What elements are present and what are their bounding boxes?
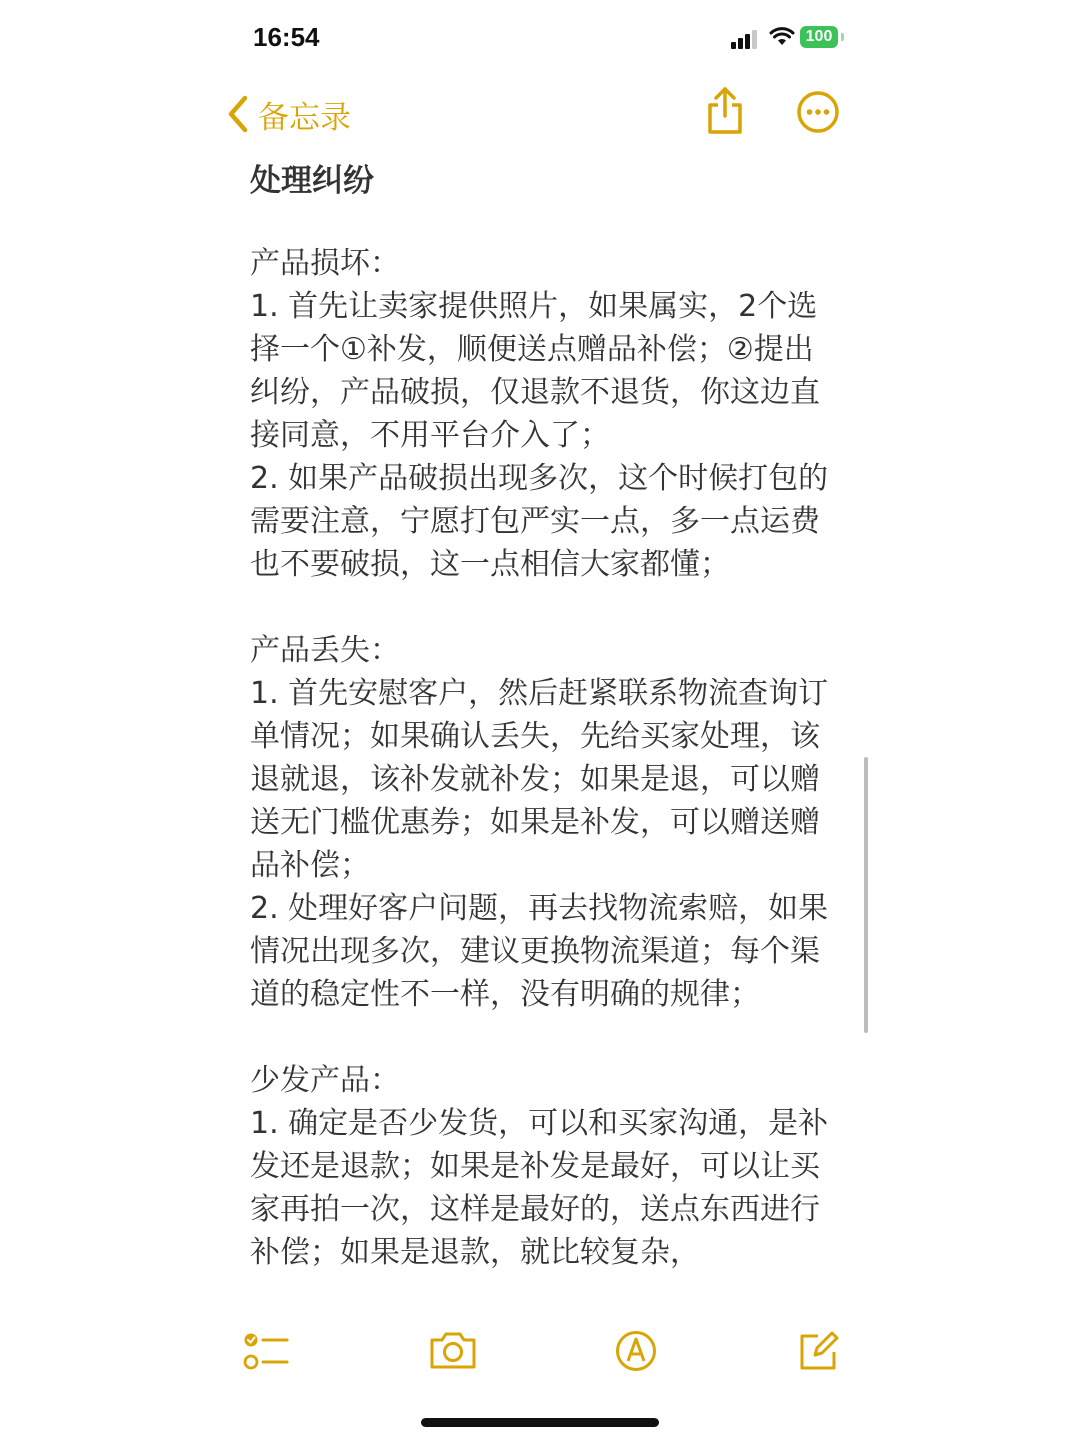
compose-icon[interactable] <box>798 1330 840 1372</box>
note-body[interactable] <box>250 156 830 1306</box>
battery-indicator: 100 <box>800 26 838 48</box>
status-bar <box>0 0 1080 80</box>
note-paragraph: 2. 处理好客户问题，再去找物流索赔，如果情况出现多次，建议更换物流渠道；每个渠道的稳定性不一样，没有明确的规律； <box>250 891 829 1012</box>
note-paragraph: 1. 首先让卖家提供照片，如果属实，2个选择一个①补发，顺便送点赠品补偿；②提出纠纷，产品破损，仅退款不退货，你这边直接同意，不用平台介入了； <box>250 289 820 453</box>
blank-line <box>250 586 830 629</box>
cellular-signal-icon <box>731 29 759 49</box>
camera-icon[interactable] <box>429 1330 477 1370</box>
battery-cap <box>841 33 844 41</box>
markup-icon[interactable] <box>615 1330 657 1372</box>
scroll-indicator[interactable] <box>864 757 868 1033</box>
back-button[interactable] <box>226 92 351 136</box>
note-paragraph: 1. 确定是否少发货，可以和买家沟通，是补发还是退款；如果是补发是最好，可以让买家再拍一次，这样是最好的，送点东西进行补偿；如果是退款，就比较复杂， <box>250 1106 829 1270</box>
wifi-icon <box>769 27 795 47</box>
back-label: 备忘录 <box>258 99 351 136</box>
nav-bar <box>0 80 1080 150</box>
note-paragraph: 2. 如果产品破损出现多次，这个时候打包的需要注意，宁愿打包严实一点，多一点运费也不要破损，这一点相信大家都懂； <box>250 461 829 582</box>
section-heading: 产品损坏： <box>250 246 400 281</box>
home-indicator[interactable] <box>421 1418 659 1427</box>
section-heading: 产品丢失： <box>250 633 400 668</box>
checklist-icon[interactable] <box>243 1330 289 1374</box>
status-time: 16:54 <box>253 22 320 52</box>
chevron-left-icon <box>226 95 250 133</box>
note-paragraph: 1. 首先安慰客户，然后赶紧联系物流查询订单情况；如果确认丢失，先给买家处理，该退就退，该补发就补发；如果是退，可以赠送无门槛优惠券；如果是补发，可以赠送赠品补偿； <box>250 676 829 883</box>
share-icon[interactable] <box>704 86 746 136</box>
note-title: 处理纠纷 <box>250 163 374 199</box>
more-icon[interactable] <box>796 90 840 134</box>
blank-line <box>250 1016 830 1059</box>
section-heading: 少发产品： <box>250 1063 400 1098</box>
